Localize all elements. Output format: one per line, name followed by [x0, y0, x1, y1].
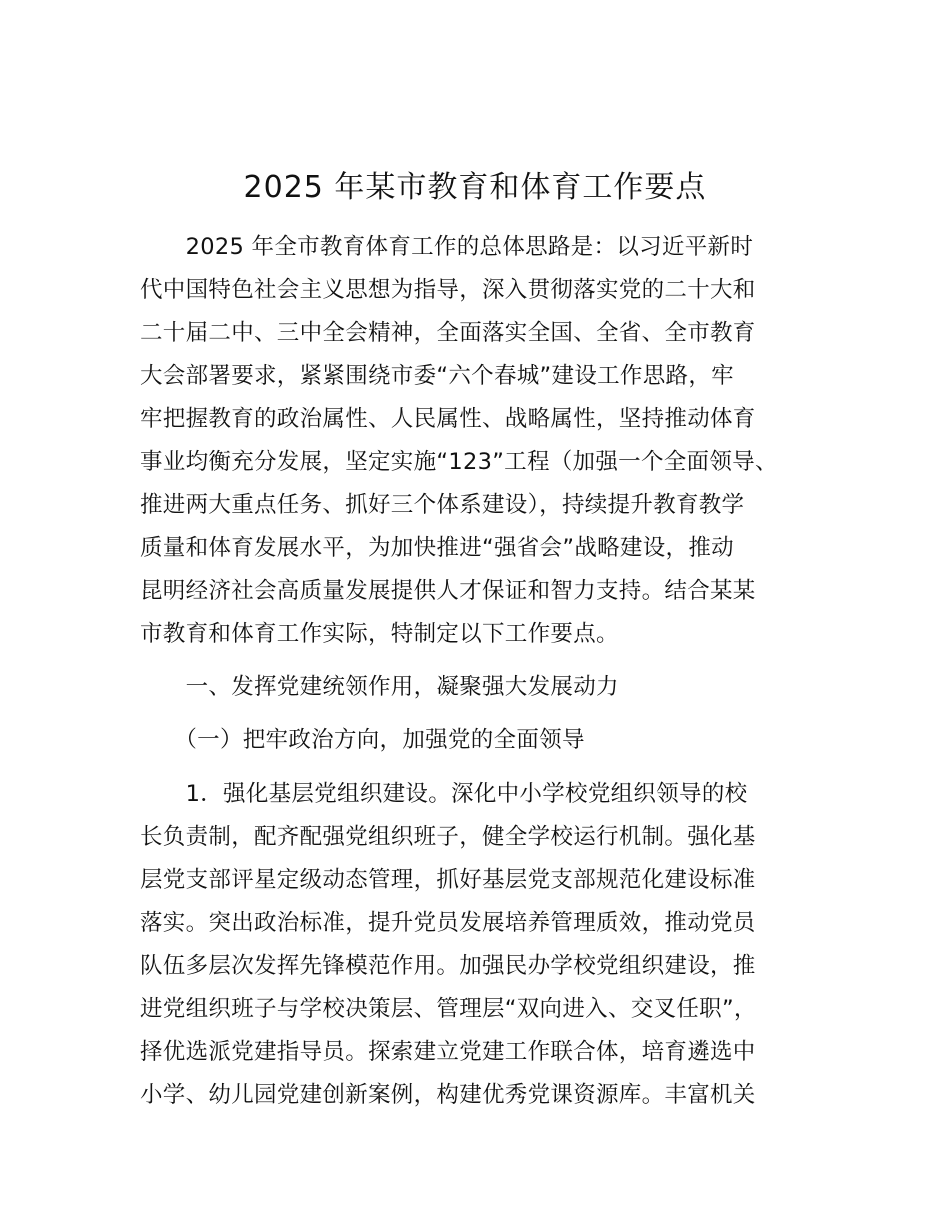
paragraph-line: 市教育和体育工作实际，特制定以下工作要点。	[140, 621, 619, 647]
paragraph-line: 二十届二中、三中全会精神，全面落实全国、全省、全市教育	[140, 320, 756, 346]
paragraph-line: 质量和体育发展水平，为加快推进“强省会”战略建设，推动	[140, 535, 734, 561]
paragraph-line: 落实。突出政治标准，提升党员发展培养管理质效，推动党员	[140, 910, 756, 936]
paragraph-line: 牢把握教育的政治属性、人民属性、战略属性，坚持推动体育	[140, 406, 756, 432]
paragraph-line: 1．强化基层党组织建设。深化中小学校党组织领导的校	[140, 781, 748, 807]
paragraph-line: 推进两大重点任务、抓好三个体系建设），持续提升教育教学	[140, 492, 745, 518]
paragraph-line: 2025 年全市教育体育工作的总体思路是：以习近平新时	[140, 234, 754, 260]
document-title: 2025 年某市教育和体育工作要点	[243, 170, 707, 205]
paragraph-line: 代中国特色社会主义思想为指导，深入贯彻落实党的二十大和	[140, 277, 756, 303]
subsection-heading: （一）把牢政治方向，加强党的全面领导	[140, 727, 585, 753]
paragraph-line: 队伍多层次发挥先锋模范作用。加强民办学校党组织建设，推	[140, 953, 756, 979]
paragraph-line: 事业均衡充分发展，坚定实施“123”工程（加强一个全面领导、	[140, 449, 778, 475]
paragraph-line: 择优选派党建指导员。探索建立党建工作联合体，培育遴选中	[140, 1039, 756, 1065]
section-heading: 一、发挥党建统领作用，凝聚强大发展动力	[140, 674, 619, 700]
paragraph-line: 小学、幼儿园党建创新案例，构建优秀党课资源库。丰富机关	[140, 1082, 756, 1108]
paragraph-line: 长负责制，配齐配强党组织班子，健全学校运行机制。强化基	[140, 824, 756, 850]
paragraph-line: 层党支部评星定级动态管理，抓好基层党支部规范化建设标准	[140, 867, 756, 893]
paragraph-line: 昆明经济社会高质量发展提供人才保证和智力支持。结合某某	[140, 578, 756, 604]
paragraph-line: 进党组织班子与学校决策层、管理层“双向进入、交叉任职”，	[140, 996, 757, 1022]
paragraph-line: 大会部署要求，紧紧围绕市委“六个春城”建设工作思路，牢	[140, 363, 734, 389]
